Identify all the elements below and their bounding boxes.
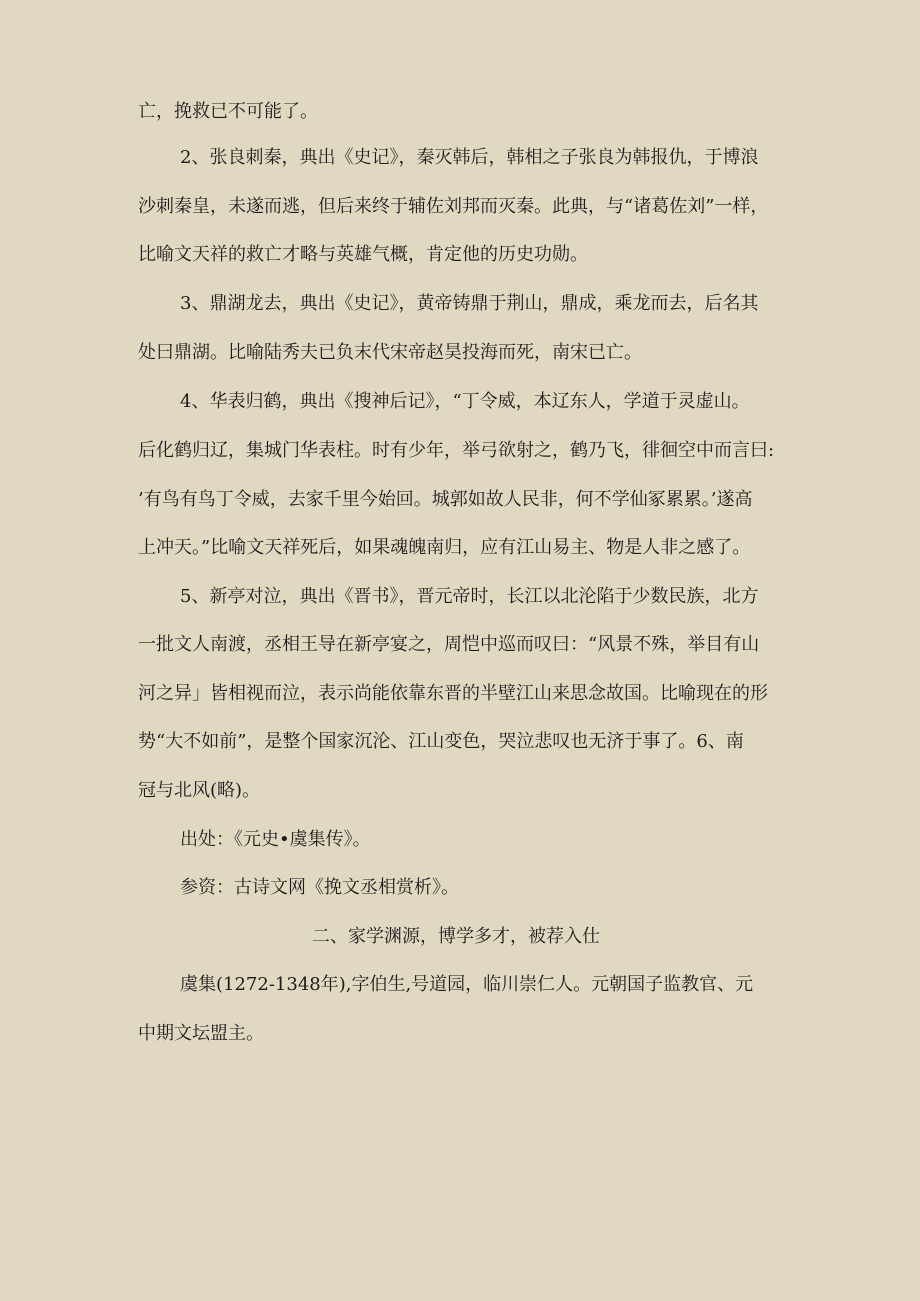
source-line: 出处：《元史•虞集传》。 xyxy=(180,829,371,850)
text-line-10: 上冲天。”比喻文天祥死后，如果魂魄南归，应有江山易主、物是人非之感了。 xyxy=(138,537,751,558)
text-line-3: 沙刺秦皇，未遂而逃，但后来终于辅佐刘邦而灭秦。此典，与“诸葛佐刘”一样， xyxy=(138,196,769,217)
text-line-8: 后化鹤归辽，集城门华表柱。时有少年，举弓欲射之，鹤乃飞，徘徊空中而言曰: xyxy=(138,440,775,461)
text-line-4: 比喻文天祥的救亡才略与英雄气概，肯定他的历史功勋。 xyxy=(138,244,588,265)
section-heading: 二、家学渊源，博学多才，被荐入仕 xyxy=(312,926,600,947)
text-line-19: 虞集(1272-1348年),字伯生,号道园，临川崇仁人。元朝国子监教官、元 xyxy=(180,974,754,995)
text-line-13: 河之异」皆相视而泣，表示尚能依靠东晋的半壁江山来思念故国。比喻现在的形 xyxy=(138,683,768,704)
text-line-6: 处曰鼎湖。比喻陆秀夫已负末代宋帝赵昊投海而死，南宋已亡。 xyxy=(138,342,642,363)
text-line-2: 2、张良刺秦，典出《史记》，秦灭韩后，韩相之子张良为韩报仇，于博浪 xyxy=(180,147,759,168)
text-line-20: 中期文坛盟主。 xyxy=(138,1023,264,1044)
text-line-7: 4、华表归鹤，典出《搜神后记》，“丁令威，本辽东人，学道于灵虚山。 xyxy=(180,391,750,412)
text-line-15: 冠与北风(略)。 xyxy=(138,780,261,801)
reference-line: 参资：古诗文网《挽文丞相赏析》。 xyxy=(180,877,459,898)
text-line-11: 5、新亭对泣，典出《晋书》，晋元帝时，长江以北沦陷于少数民族，北方 xyxy=(180,586,759,607)
text-line-14: 势“大不如前”，是整个国家沉沦、江山变色，哭泣悲叹也无济于事了。6、南 xyxy=(138,731,744,752)
text-line-9: ’有鸟有鸟丁令威，去家千里今始回。城郭如故人民非，何不学仙冢累累。’遂高 xyxy=(138,489,753,510)
text-line-5: 3、鼎湖龙去，典出《史记》，黄帝铸鼎于荆山，鼎成，乘龙而去，后名其 xyxy=(180,293,759,314)
text-line-1: 亡，挽救已不可能了。 xyxy=(138,101,318,122)
text-line-12: 一批文人南渡，丞相王导在新亭宴之，周恺中巡而叹曰：“风景不殊，举目有山 xyxy=(138,634,760,655)
